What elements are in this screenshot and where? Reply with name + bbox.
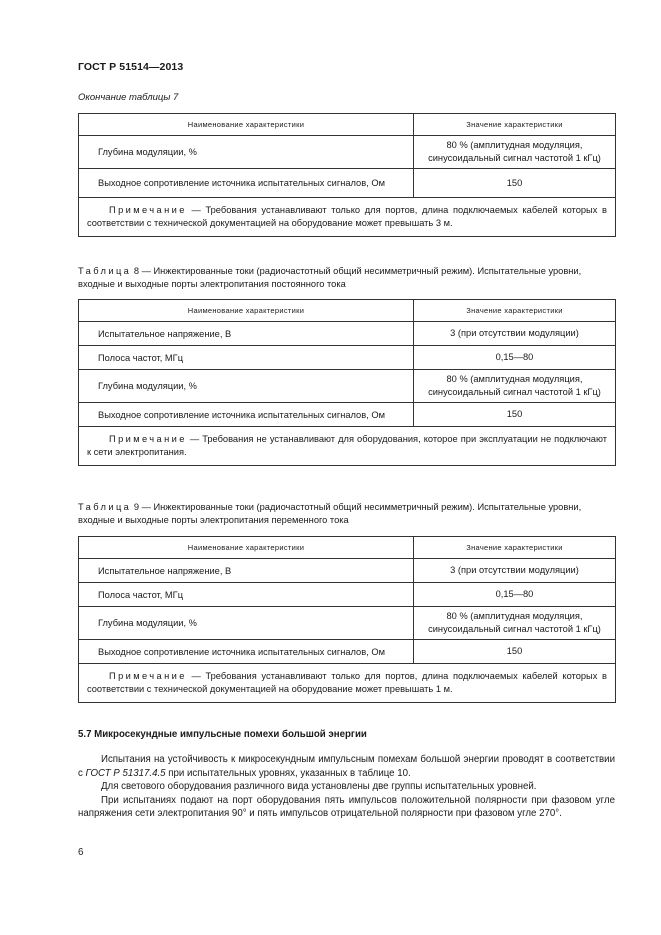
- table-row: [79, 346, 616, 370]
- row-name: Глубина модуляции, %: [79, 607, 414, 640]
- row-value: 3 (при отсутствии модуляции): [414, 559, 616, 583]
- table-continuation-note: Окончание таблицы 7: [78, 92, 179, 103]
- row-name: Испытательное напряжение, В: [79, 322, 414, 346]
- table-header-row: [79, 300, 616, 322]
- column-header-value: Значение характеристики: [414, 537, 616, 559]
- row-value: 150: [414, 640, 616, 664]
- row-value-line: 80 % (амплитудная модуляция,: [446, 140, 583, 150]
- table-note-row: [79, 427, 616, 466]
- row-value: [414, 370, 616, 403]
- table-note: [79, 664, 616, 703]
- row-name: Полоса частот, МГц: [79, 583, 414, 607]
- section-body: [78, 753, 615, 821]
- table-note-row: [79, 664, 616, 703]
- row-value-line: синусоидальный сигнал частотой 1 кГц): [428, 624, 601, 634]
- row-value: 150: [414, 169, 616, 198]
- paragraph: При испытаниях подают на порт оборудования пять импульсов положительной полярности при фазовом угле напряжения сети электропитания 90° и пять импульсов отрицательной полярности при фазовом угле 270°.: [78, 794, 615, 819]
- section-title: 5.7 Микросекундные импульсные помехи большой энергии: [78, 729, 367, 740]
- table-row: [79, 322, 616, 346]
- note-label: Примечание: [109, 205, 187, 215]
- table-row: [79, 583, 616, 607]
- row-name: Выходное сопротивление источника испытательных сигналов, Ом: [79, 403, 414, 427]
- row-name: Полоса частот, МГц: [79, 346, 414, 370]
- note-text: — Требования не устанавливают для оборудования, которое при эксплуатации не подключают к сети электропитания.: [87, 434, 607, 457]
- table-note-row: [79, 198, 616, 237]
- paragraph: [78, 753, 615, 780]
- caption-text: 8 — Инжектированные токи (радиочастотный общий несимметричный режим). Испытательные уровни, входные и выходные порты электропитания постоянного тока: [78, 266, 582, 289]
- row-value: [414, 607, 616, 640]
- column-header-value: Значение характеристики: [414, 114, 616, 136]
- note-label: Примечание: [109, 671, 187, 681]
- column-header-name: Наименование характеристики: [79, 114, 414, 136]
- row-name: Глубина модуляции, %: [79, 370, 414, 403]
- paragraph-text: Испытания на устойчивость к микросекундным импульсным помехам большой энергии проводят в соответствии с: [78, 754, 615, 779]
- table-note: [79, 198, 616, 237]
- table-header-row: [79, 537, 616, 559]
- row-value: 0,15—80: [414, 583, 616, 607]
- table-row: [79, 640, 616, 664]
- paragraph: Для светового оборудования различного вида установлены две группы испытательных уровней.: [101, 781, 537, 792]
- row-value-line: 80 % (амплитудная модуляция,: [446, 374, 583, 384]
- row-value: 0,15—80: [414, 346, 616, 370]
- table-row: [79, 169, 616, 198]
- document-header: ГОСТ Р 51514—2013: [78, 61, 184, 73]
- table-row: [79, 607, 616, 640]
- note-label: Примечание: [109, 434, 187, 444]
- row-value: [414, 136, 616, 169]
- table-row: [79, 370, 616, 403]
- row-value-line: синусоидальный сигнал частотой 1 кГц): [428, 387, 601, 397]
- table-8-caption: [78, 265, 615, 291]
- row-name: Глубина модуляции, %: [79, 136, 414, 169]
- column-header-value: Значение характеристики: [414, 300, 616, 322]
- row-name: Выходное сопротивление источника испытательных сигналов, Ом: [79, 169, 414, 198]
- note-text: — Требования устанавливают только для портов, длина подключаемых кабелей которых в соответствии с технической документацией на оборудование может превышать 1 м.: [87, 671, 607, 694]
- table-header-row: [79, 114, 616, 136]
- caption-label: Таблица: [78, 502, 132, 512]
- row-value: 3 (при отсутствии модуляции): [414, 322, 616, 346]
- table-row: [79, 136, 616, 169]
- table-9: [78, 536, 616, 703]
- page-number: 6: [78, 847, 84, 858]
- row-name: Испытательное напряжение, В: [79, 559, 414, 583]
- note-text: — Требования устанавливают только для портов, длина подключаемых кабелей которых в соответствии с технической документацией на оборудование может превышать 3 м.: [87, 205, 607, 228]
- row-value: 150: [414, 403, 616, 427]
- table-row: [79, 559, 616, 583]
- row-name: Выходное сопротивление источника испытательных сигналов, Ом: [79, 640, 414, 664]
- table-row: [79, 403, 616, 427]
- column-header-name: Наименование характеристики: [79, 300, 414, 322]
- column-header-name: Наименование характеристики: [79, 537, 414, 559]
- table-9-caption: [78, 501, 615, 527]
- standard-reference: ГОСТ Р 51317.4.5: [85, 767, 166, 779]
- row-value-line: 80 % (амплитудная модуляция,: [446, 611, 583, 621]
- table-7: [78, 113, 616, 237]
- caption-label: Таблица: [78, 266, 132, 276]
- row-value-line: синусоидальный сигнал частотой 1 кГц): [428, 153, 601, 163]
- table-note: [79, 427, 616, 466]
- caption-text: 9 — Инжектированные токи (радиочастотный общий несимметричный режим). Испытательные уровни, входные и выходные порты электропитания переменного тока: [78, 502, 582, 525]
- table-8: [78, 299, 616, 466]
- paragraph-text: при испытательных уровнях, указанных в таблице 10.: [165, 767, 411, 779]
